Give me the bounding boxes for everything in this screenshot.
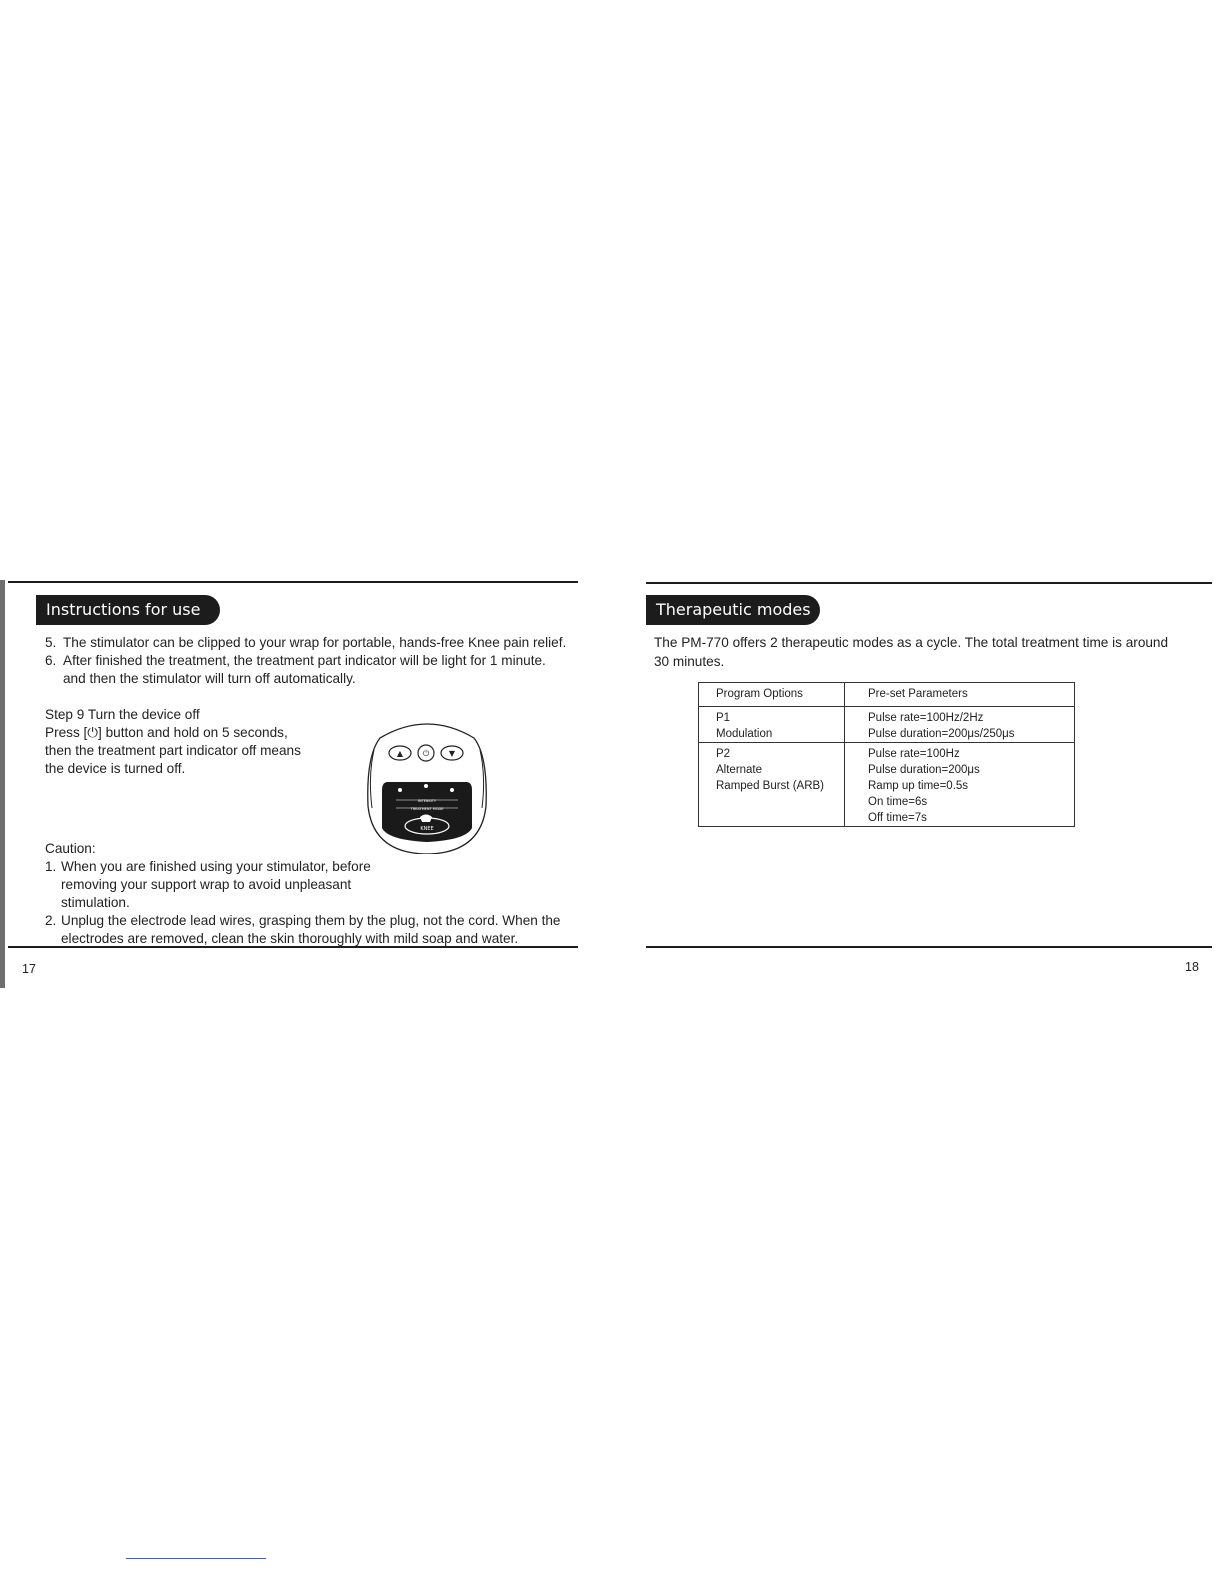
table-header-cell: Pre-set Parameters xyxy=(845,683,1075,707)
table-header-cell: Program Options xyxy=(699,683,845,707)
caution-list xyxy=(45,858,570,948)
item-text: After finished the treatment, the treatment part indicator will be light for 1 minute. and then the stimulator will turn off automatically. xyxy=(63,653,546,686)
cell-line: Pulse rate=100Hz/2Hz xyxy=(868,712,984,724)
cell-line: P1 xyxy=(716,712,731,724)
indicator-light-icon xyxy=(450,788,454,792)
program-option-cell xyxy=(699,707,845,743)
bottom-rule-left xyxy=(8,946,578,948)
svg-text:⏻: ⏻ xyxy=(422,749,430,758)
svg-text:▼: ▼ xyxy=(448,749,456,758)
item-text: Unplug the electrode lead wires, grasping them by the plug, not the cord. When the electrodes are removed, clean the skin thoroughly with mild soap and water. xyxy=(61,913,561,946)
caution-item-2 xyxy=(45,912,570,948)
item-number: 6. xyxy=(45,653,57,668)
item-text: The stimulator can be clipped to your wrap for portable, hands-free Knee pain relief. xyxy=(63,635,567,650)
cell-line: Ramp up time=0.5s xyxy=(868,780,969,792)
cell-line: Pulse duration=200μs xyxy=(868,764,980,776)
instruction-item-5 xyxy=(45,634,580,652)
step-9-line: the device is turned off. xyxy=(45,761,186,776)
item-number: 5. xyxy=(45,635,57,650)
section-header-therapeutic: Therapeutic modes xyxy=(646,595,820,625)
indicator-light-icon xyxy=(424,784,428,788)
cell-line: On time=6s xyxy=(868,796,928,808)
bottom-rule-right xyxy=(646,946,1212,948)
caution-title: Caution: xyxy=(45,841,96,856)
treatment-mode-label: TREATMENT MODE xyxy=(410,807,444,811)
top-rule-right xyxy=(646,582,1212,584)
table-row xyxy=(699,743,1075,827)
svg-text:▲: ▲ xyxy=(396,749,404,758)
instruction-list xyxy=(45,634,580,688)
cell-line: Pulse duration=200μs/250μs xyxy=(868,728,1015,740)
step-9-line: then the treatment part indicator off means xyxy=(45,743,301,758)
page-number-left: 17 xyxy=(22,962,36,976)
cell-line: Ramped Burst (ARB) xyxy=(716,780,825,792)
indicator-light-icon xyxy=(398,788,402,792)
cell-line: P2 xyxy=(716,748,731,760)
binding-edge xyxy=(0,580,5,988)
top-rule-left xyxy=(8,581,578,583)
step-9-title: Step 9 Turn the device off xyxy=(45,707,200,722)
caution-item-1 xyxy=(45,858,401,912)
instruction-item-6 xyxy=(45,652,580,688)
parameters-table xyxy=(698,682,1075,827)
item-text: When you are finished using your stimulator, before removing your support wrap to avoid unpleasant stimulation. xyxy=(61,859,371,910)
cell-line: Off time=7s xyxy=(868,812,927,824)
table-header-row xyxy=(699,683,1075,707)
step-9-line: Press [⏻] button and hold on 5 seconds, xyxy=(45,725,288,740)
cell-line: Pulse rate=100Hz xyxy=(868,748,960,760)
intensity-label: INTENSITY xyxy=(417,799,437,803)
cell-line: Modulation xyxy=(716,728,773,740)
item-number: 1. xyxy=(45,859,57,874)
table-row xyxy=(699,707,1075,743)
parameters-cell xyxy=(845,707,1075,743)
therapeutic-intro: The PM-770 offers 2 therapeutic modes as a cycle. The total treatment time is around 30 minutes. xyxy=(654,635,1169,669)
knee-label: KNEE xyxy=(420,826,434,832)
scan-artifact-line xyxy=(126,1558,266,1559)
parameters-cell xyxy=(845,743,1075,827)
section-header-instructions: Instructions for use xyxy=(36,595,220,625)
program-option-cell xyxy=(699,743,845,827)
page-number-right: 18 xyxy=(1185,960,1199,974)
step-9-block xyxy=(45,706,365,778)
cell-line: Alternate xyxy=(716,764,763,776)
stimulator-device-illustration xyxy=(366,716,488,854)
item-number: 2. xyxy=(45,913,57,928)
